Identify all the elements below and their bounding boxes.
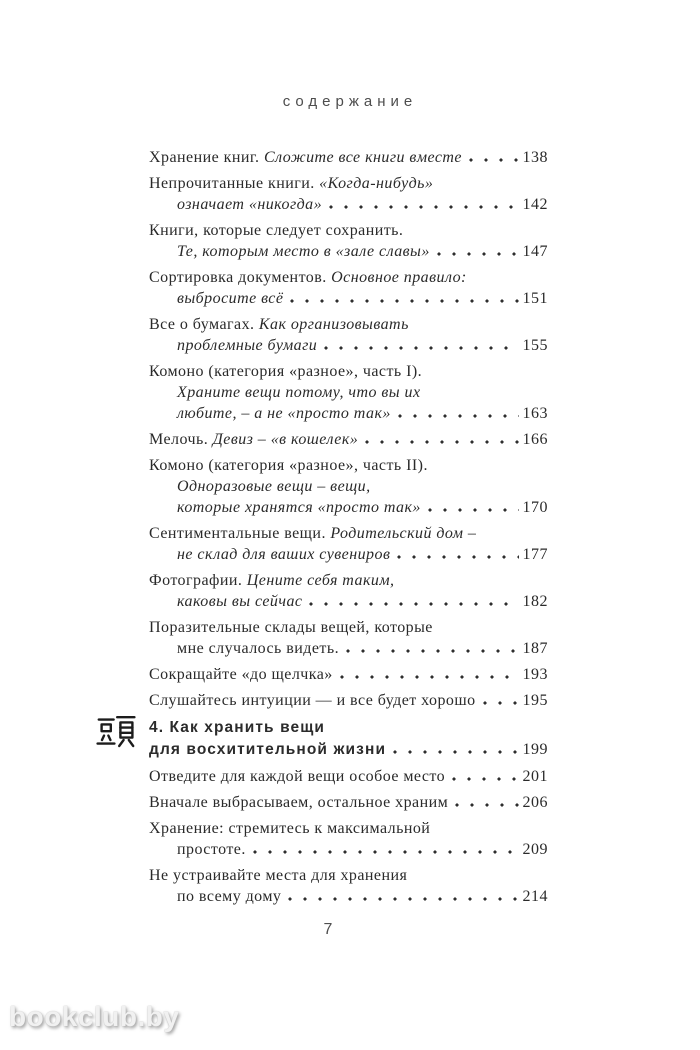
toc-entry-text: Отведите для каждой вещи особое место — [149, 768, 446, 785]
toc-entry-text: Хранение книг. — [149, 149, 264, 166]
toc-entry-text: Сложите все книги вместе — [263, 149, 462, 166]
toc-entry — [149, 314, 548, 356]
toc-line — [149, 717, 548, 739]
dot-leader — [324, 346, 518, 350]
toc-entry — [149, 267, 548, 309]
toc-entry-text: Все о бумагах. — [149, 316, 259, 333]
toc-entry — [149, 617, 548, 659]
toc-page-number: 151 — [522, 290, 548, 307]
toc-line — [149, 839, 548, 860]
toc-entry-text: Сокращайте «до щелчка» — [149, 666, 333, 683]
dot-leader — [290, 299, 518, 303]
toc-entry-text: Комоно (категория «разное», часть II). — [149, 457, 428, 474]
toc-line — [149, 267, 548, 288]
toc-line — [149, 497, 548, 518]
toc-line — [149, 194, 548, 215]
toc-entry-text: выбросите всё — [177, 290, 284, 307]
toc-entry-text: «Когда-нибудь» — [319, 175, 434, 192]
dot-leader — [329, 205, 518, 209]
kanji-head-icon — [95, 712, 137, 752]
toc-line — [149, 429, 548, 450]
toc-entry-text: мне случалось видеть. — [177, 640, 340, 657]
toc-entry-text: для восхитительной жизни — [149, 741, 387, 758]
contents-title: содержание — [282, 93, 418, 110]
dot-leader — [428, 508, 519, 512]
toc-entry-text: Как организовывать — [258, 316, 409, 333]
toc-page-number: 182 — [522, 593, 548, 610]
dot-leader — [340, 675, 519, 679]
toc-entry — [149, 147, 548, 168]
toc-entry-text: Книги, которые следует сохранить. — [149, 222, 404, 239]
toc-entry — [149, 173, 548, 215]
toc-line — [149, 638, 548, 659]
toc-page-number: 155 — [522, 337, 548, 354]
toc-line — [149, 523, 548, 544]
toc-line — [149, 314, 548, 335]
toc-page-number: 206 — [522, 794, 548, 811]
toc-line — [149, 147, 548, 168]
dot-leader — [346, 649, 518, 653]
toc-entry — [149, 361, 548, 424]
toc-page-number: 163 — [522, 405, 548, 422]
toc-entry-text: по всему дому — [177, 888, 282, 905]
toc-entry-text: Слушайтесь интуиции — и все будет хорошо — [149, 692, 476, 709]
toc-entry-text: Те, которым место в «зале славы» — [177, 243, 430, 260]
dot-leader — [483, 701, 519, 705]
toc-entry-text: простоте. — [177, 841, 246, 858]
toc-entry-text: Храните вещи потому, что вы их — [177, 384, 421, 401]
toc-section-entry — [149, 717, 548, 761]
toc-entry — [149, 664, 548, 685]
toc-line — [149, 382, 548, 403]
dot-leader — [398, 414, 519, 418]
toc-entry-text: Фотографии. — [149, 572, 247, 589]
dot-leader — [397, 555, 518, 559]
toc-entry-text: Одноразовые вещи – вещи, — [177, 478, 371, 495]
toc-entry-text: Сортировка документов. — [149, 269, 332, 286]
toc-line — [149, 792, 548, 813]
toc-page-number: 170 — [522, 499, 548, 516]
toc-entry — [149, 766, 548, 787]
toc-entry-text: Непрочитанные книги. — [149, 175, 320, 192]
toc-page-number: 199 — [522, 741, 548, 758]
toc-entry-text: которые хранятся «просто так» — [177, 499, 421, 516]
toc-line — [149, 591, 548, 612]
toc-entry-text: Не устраивайте места для хранения — [149, 867, 408, 884]
toc-page-number: 142 — [522, 196, 548, 213]
toc-page-number: 147 — [522, 243, 548, 260]
toc-entry-text: Хранение: стремитесь к максимальной — [149, 820, 431, 837]
toc-line — [149, 664, 548, 685]
toc-entry-text: Цените себя таким, — [246, 572, 395, 589]
toc-page-number: 214 — [522, 888, 548, 905]
toc-page-number: 138 — [522, 149, 548, 166]
toc-entry-text: каковы вы сейчас — [177, 593, 303, 610]
toc-line — [149, 617, 548, 638]
toc-line — [149, 476, 548, 497]
toc-entry — [149, 220, 548, 262]
dot-leader — [437, 252, 519, 256]
toc-page-number: 177 — [522, 546, 548, 563]
toc-entry — [149, 429, 548, 450]
toc-line — [149, 865, 548, 886]
toc-line — [149, 544, 548, 565]
toc-entry — [149, 455, 548, 518]
toc-line — [149, 455, 548, 476]
table-of-contents — [149, 147, 548, 912]
toc-page-number: 187 — [522, 640, 548, 657]
toc-page-number: 193 — [522, 666, 548, 683]
toc-entry — [149, 570, 548, 612]
toc-entry-text: не склад для ваших сувениров — [177, 546, 391, 563]
toc-line — [149, 570, 548, 591]
toc-entry-text: означает «никогда» — [177, 196, 323, 213]
toc-line — [149, 220, 548, 241]
toc-entry — [149, 690, 548, 711]
toc-line — [149, 335, 548, 356]
toc-entry-text: Поразительные склады вещей, которые — [149, 619, 433, 636]
dot-leader — [288, 897, 518, 901]
dot-leader — [365, 440, 518, 444]
toc-line — [149, 173, 548, 194]
dot-leader — [469, 158, 519, 162]
toc-entry-text: Сентиментальные вещи. — [149, 525, 331, 542]
toc-page-number: 201 — [522, 768, 548, 785]
toc-entry-text: Вначале выбрасываем, остальное храним — [149, 794, 449, 811]
toc-entry-text: проблемные бумаги — [177, 337, 318, 354]
dot-leader — [452, 777, 518, 781]
dot-leader — [253, 850, 519, 854]
toc-entry — [149, 865, 548, 907]
toc-entry — [149, 523, 548, 565]
toc-line — [149, 818, 548, 839]
toc-entry-text: Родительский дом – — [330, 525, 477, 542]
toc-line — [149, 690, 548, 711]
bookclub-watermark: bookclub.by — [9, 1001, 180, 1032]
toc-entry-text: любите, – а не «просто так» — [177, 405, 391, 422]
toc-line — [149, 241, 548, 262]
toc-line — [149, 288, 548, 309]
toc-entry-text: 4. Как хранить вещи — [149, 719, 326, 736]
toc-page-number: 195 — [522, 692, 548, 709]
toc-line — [149, 403, 548, 424]
dot-leader — [455, 803, 518, 807]
toc-entry — [149, 818, 548, 860]
toc-page-number: 209 — [522, 841, 548, 858]
toc-line — [149, 361, 548, 382]
page-number: 7 — [323, 921, 333, 938]
toc-line — [149, 886, 548, 907]
toc-entry-text: Девиз – «в кошелек» — [212, 431, 359, 448]
dot-leader — [309, 602, 518, 606]
toc-line — [149, 766, 548, 787]
toc-entry — [149, 792, 548, 813]
dot-leader — [393, 750, 518, 754]
toc-entry-text: Комоно (категория «разное», часть I). — [149, 363, 423, 380]
toc-line — [149, 739, 548, 761]
toc-page-number: 166 — [522, 431, 548, 448]
toc-entry-text: Основное правило: — [331, 269, 467, 286]
toc-entry-text: Мелочь. — [149, 431, 213, 448]
